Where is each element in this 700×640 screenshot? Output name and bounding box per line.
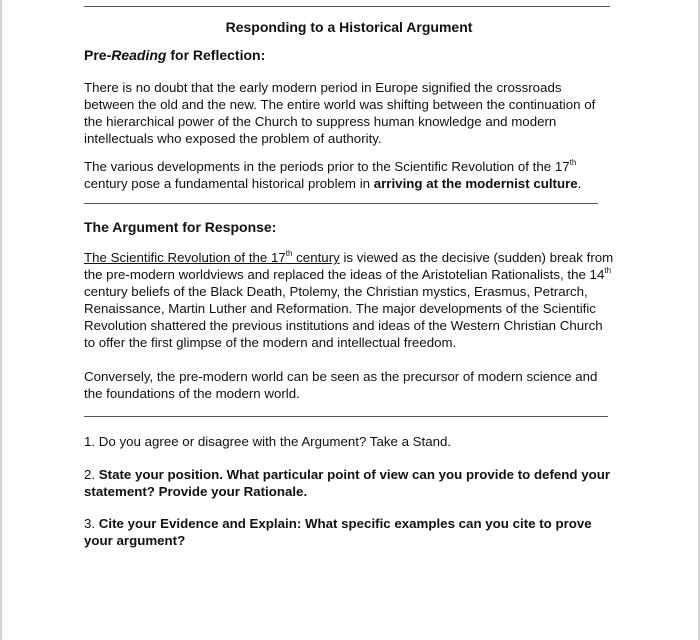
question-3-number: 3. <box>84 516 99 531</box>
argument-heading: The Argument for Response: <box>84 219 277 235</box>
para2-text-a: The various developments in the periods prior to the Scientific Revolution of the 17 <box>84 159 570 174</box>
heading-post: for Reflection: <box>166 47 266 63</box>
argument-superscript: th <box>604 265 612 275</box>
heading-emphasis: Reading <box>111 47 167 63</box>
question-2 <box>84 466 614 500</box>
para2-end: . <box>577 176 582 191</box>
section-divider-2 <box>84 416 608 417</box>
heading-pre: Pre- <box>84 47 112 63</box>
argument-paragraph-1 <box>84 249 614 351</box>
underlined-text-a: The Scientific Revolution of the 17 <box>84 250 286 265</box>
page-edge-left <box>0 0 2 640</box>
question-2-number: 2. <box>84 467 99 482</box>
document-title: Responding to a Historical Argument <box>225 19 473 35</box>
para2-superscript: th <box>569 157 577 167</box>
section-divider-1 <box>84 203 598 204</box>
underlined-superscript: th <box>285 248 293 258</box>
para2-bold: arriving at the modernist culture <box>373 176 578 191</box>
question-1: 1. Do you agree or disagree with the Argument? Take a Stand. <box>84 434 452 449</box>
prereading-paragraph-2 <box>84 158 614 192</box>
argument-underlined-phrase <box>84 250 340 265</box>
prereading-paragraph-1: There is no doubt that the early modern period in Europe signified the crossroads between the old and the new. The entire world was shifting between the continuation of the hierarchical power of the Church to suppress human knowledge and modern intellectuals who exposed the problem of authority. <box>84 80 596 146</box>
para2-text-b: century pose a fundamental historical problem in <box>84 176 374 191</box>
underlined-text-b: century <box>292 250 340 265</box>
argument-text-a: is viewed as the decisive (sudden) break from the pre-modern worldviews and replaced the ideas of the Aristotelian Rationalists, the 14 <box>84 250 614 282</box>
question-2-text: State your position. What particular point of view can you provide to defend your statement? Provide your Rationale. <box>84 467 611 499</box>
question-3-text: Cite your Evidence and Explain: What specific examples can you cite to prove your argument? <box>84 516 592 548</box>
prereading-heading <box>84 47 614 64</box>
top-divider <box>84 6 610 7</box>
question-3 <box>84 515 614 549</box>
argument-paragraph-2: Conversely, the pre-modern world can be seen as the precursor of modern science and the foundations of the modern world. <box>84 369 598 401</box>
argument-text-b: century beliefs of the Black Death, Ptolemy, the Christian mystics, Erasmus, Petrarch, Renaissance, Martin Luther and Reformation. The major developments of the Scientific Revolution shattered the previous institutions and ideas of the Western Christian Church to offer the first glimpse of the modern and intellectual freedom. <box>84 284 603 350</box>
